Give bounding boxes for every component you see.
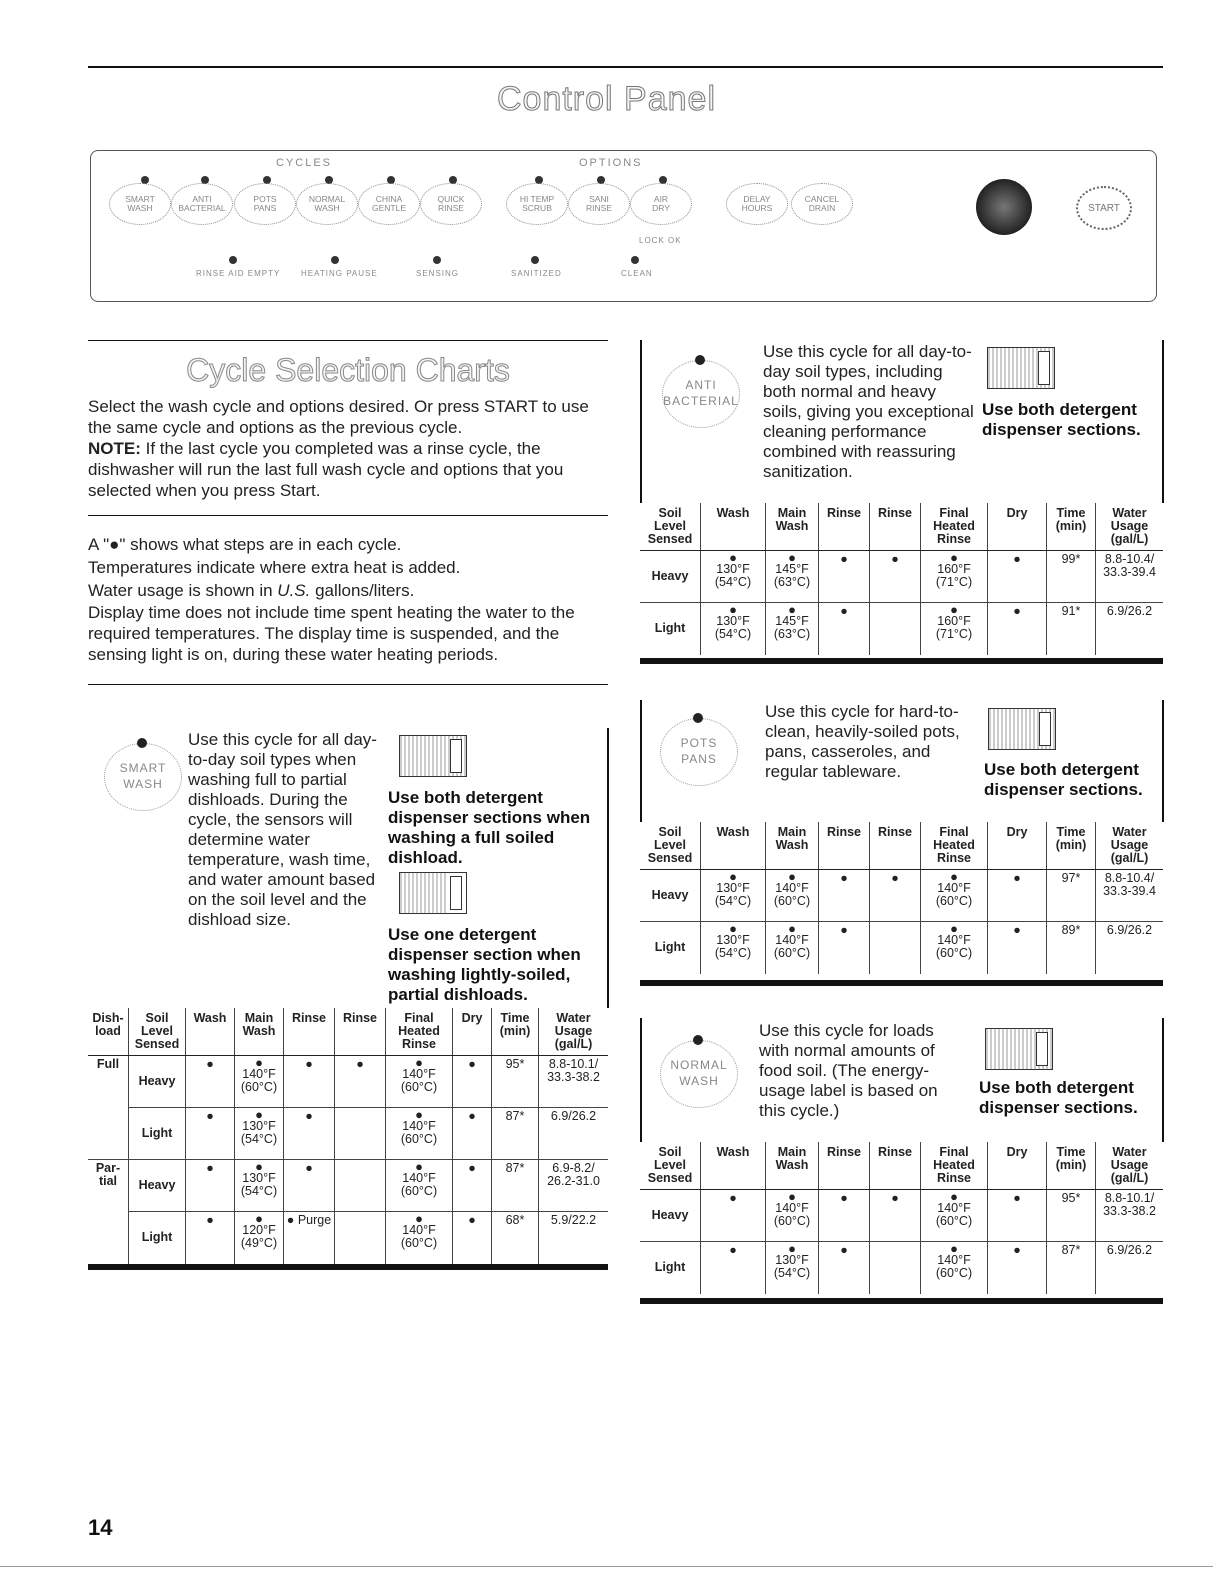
intro-paragraph: Select the wash cycle and options desired. Or press START to use the same cycle and options as the previous cycle.: [88, 397, 589, 437]
water-cell: 8.8-10.1/ 33.3-38.2: [539, 1056, 609, 1108]
main-wash-cell: ● 140°F (60°C): [766, 1190, 819, 1242]
col-header: Wash: [186, 1008, 235, 1056]
quick-rinse-button[interactable]: QUICK RINSE: [420, 183, 482, 225]
col-header: Dry: [453, 1008, 492, 1056]
air-dry-button[interactable]: AIR DRY: [630, 183, 692, 225]
final-rinse-cell: ● 140°F (60°C): [386, 1212, 453, 1264]
top-rule: [88, 66, 1163, 68]
smart-wash-icon: SMART WASH: [104, 743, 182, 811]
col-header: Rinse: [819, 822, 870, 870]
dishload-cell: [88, 1108, 129, 1160]
final-rinse-cell: ● 140°F (60°C): [921, 870, 988, 922]
status-indicator-icon: [976, 179, 1032, 235]
time-cell: 99*: [1047, 551, 1096, 603]
col-header: Main Wash: [766, 822, 819, 870]
rinse-cell: ●: [819, 603, 870, 655]
legend-water-paragraph: Water usage is shown in U.S. gallons/liters.: [88, 581, 415, 600]
intro-text: [88, 396, 608, 501]
rinse-cell: ●: [870, 551, 921, 603]
water-cell: 6.9/26.2: [1096, 922, 1164, 974]
table-bottom-rule: [88, 1264, 608, 1270]
table-bottom-rule: [640, 980, 1163, 986]
table-row: [640, 551, 1163, 603]
main-wash-cell: ● 140°F (60°C): [766, 922, 819, 974]
status-light-label: CLEAN: [621, 269, 653, 278]
col-header: Final Heated Rinse: [921, 503, 988, 551]
col-header: Time (min): [492, 1008, 539, 1056]
table-row: [640, 1190, 1163, 1242]
water-cell: 6.9-8.2/ 26.2-31.0: [539, 1160, 609, 1212]
dry-cell: ●: [988, 870, 1047, 922]
wash-cell: ●: [186, 1160, 235, 1212]
col-header: Time (min): [1047, 503, 1096, 551]
time-cell: 87*: [1047, 1242, 1096, 1294]
soil-level-cell: Light: [640, 603, 701, 655]
soil-level-cell: Heavy: [640, 870, 701, 922]
water-cell: 8.8-10.4/ 33.3-39.4: [1096, 870, 1164, 922]
col-header: Final Heated Rinse: [921, 822, 988, 870]
rinse-cell: ●: [335, 1056, 386, 1108]
water-cell: 8.8-10.1/ 33.3-38.2: [1096, 1190, 1164, 1242]
col-header: Soil Level Sensed: [640, 822, 701, 870]
status-light-dot: [229, 256, 237, 264]
main-wash-cell: ● 140°F (60°C): [235, 1056, 284, 1108]
rinse-cell: ●: [819, 922, 870, 974]
status-light-dot: [331, 256, 339, 264]
col-header: Main Wash: [766, 1142, 819, 1190]
hi-temp-scrub-button[interactable]: HI TEMP SCRUB: [506, 183, 568, 225]
soil-level-cell: Light: [129, 1108, 186, 1160]
status-light-label: SANITIZED: [511, 269, 562, 278]
smart-wash-note-full: Use both detergent dispenser sections when washing a full soiled dishload.: [388, 788, 591, 867]
section-rule: [88, 684, 608, 685]
table-row: [640, 870, 1163, 922]
final-rinse-cell: ● 160°F (71°C): [921, 603, 988, 655]
main-wash-cell: ● 120°F (49°C): [235, 1212, 284, 1264]
wash-cell: ●: [701, 1242, 766, 1294]
wash-cell: ●: [186, 1056, 235, 1108]
table-row: [88, 1212, 608, 1264]
pots-pans-button[interactable]: POTS PANS: [234, 183, 296, 225]
block-rule: [607, 728, 609, 1008]
col-header: Rinse: [819, 503, 870, 551]
dry-cell: ●: [988, 1242, 1047, 1294]
water-cell: 5.9/22.2: [539, 1212, 609, 1264]
col-header: Final Heated Rinse: [386, 1008, 453, 1056]
dispenser-both-icon: [985, 1028, 1053, 1070]
soil-level-cell: Light: [129, 1212, 186, 1264]
rinse-cell: [335, 1160, 386, 1212]
col-header: Water Usage (gal/L): [539, 1008, 609, 1056]
col-header: Water Usage (gal/L): [1096, 1142, 1164, 1190]
main-wash-cell: ● 130°F (54°C): [235, 1108, 284, 1160]
delay-hours-button[interactable]: DELAY HOURS: [726, 183, 788, 225]
col-header: Rinse: [870, 503, 921, 551]
bottom-rule: [0, 1566, 1213, 1567]
soil-level-cell: Light: [640, 1242, 701, 1294]
table-row: [640, 603, 1163, 655]
water-cell: 6.9/26.2: [1096, 1242, 1164, 1294]
note-paragraph: [88, 438, 608, 501]
status-light-dot: [631, 256, 639, 264]
col-header: Rinse: [819, 1142, 870, 1190]
dry-cell: ●: [453, 1160, 492, 1212]
dispenser-both-icon: [399, 735, 467, 777]
dry-cell: ●: [988, 603, 1047, 655]
table-row: [88, 1108, 608, 1160]
start-button[interactable]: START: [1076, 186, 1132, 230]
col-header: Rinse: [335, 1008, 386, 1056]
legend-time-paragraph: Display time does not include time spent heating the water to the required temperatures. The display time is suspended, and the sensing light is on, during these water heating periods.: [88, 603, 575, 664]
normal-wash-description: Use this cycle for loads with normal amounts of food soil. (The energy-usage label is based on this cycle.): [759, 1021, 938, 1120]
pots-pans-table: [640, 822, 1163, 974]
time-cell: 87*: [492, 1108, 539, 1160]
wash-cell: ● 130°F (54°C): [701, 551, 766, 603]
note-text: If the last cycle you completed was a rinse cycle, the dishwasher will run the last full wash cycle and options that you selected when you press Start.: [88, 439, 564, 500]
col-header: Rinse: [284, 1008, 335, 1056]
final-rinse-cell: ● 140°F (60°C): [386, 1108, 453, 1160]
col-header: Soil Level Sensed: [129, 1008, 186, 1056]
col-header: Rinse: [870, 1142, 921, 1190]
block-rule: [640, 1018, 642, 1142]
col-header: Main Wash: [235, 1008, 284, 1056]
col-header: Soil Level Sensed: [640, 1142, 701, 1190]
col-header: Wash: [701, 1142, 766, 1190]
rinse-cell: ●: [870, 1190, 921, 1242]
soil-level-cell: Heavy: [129, 1056, 186, 1108]
col-header: Dry: [988, 822, 1047, 870]
rinse-cell: ●: [870, 870, 921, 922]
legend-temp-paragraph: Temperatures indicate where extra heat is added.: [88, 558, 461, 577]
block-rule: [1162, 340, 1164, 503]
smart-wash-table: [88, 1008, 608, 1264]
table-bottom-rule: [640, 658, 1163, 664]
col-header: Wash: [701, 503, 766, 551]
dry-cell: ●: [988, 922, 1047, 974]
time-cell: 89*: [1047, 922, 1096, 974]
table-bottom-rule: [640, 1298, 1163, 1304]
wash-cell: ● 130°F (54°C): [701, 922, 766, 974]
water-cell: 8.8-10.4/ 33.3-39.4: [1096, 551, 1164, 603]
col-header: Rinse: [870, 822, 921, 870]
main-wash-cell: ● 145°F (63°C): [766, 551, 819, 603]
final-rinse-cell: ● 140°F (60°C): [386, 1160, 453, 1212]
rinse-cell: [335, 1108, 386, 1160]
china-gentle-button[interactable]: CHINA GENTLE: [358, 183, 420, 225]
final-rinse-cell: ● 140°F (60°C): [921, 922, 988, 974]
status-light-dot: [433, 256, 441, 264]
anti-bacterial-description: Use this cycle for all day-to-day soil types, including both normal and heavy soils, giving you exceptional cleaning performance combined with reassuring sanitization.: [763, 342, 974, 481]
dispenser-one-icon: [399, 872, 467, 914]
table-row: [640, 1242, 1163, 1294]
rinse-cell: ●: [284, 1108, 335, 1160]
wash-cell: ●: [701, 1190, 766, 1242]
dry-cell: ●: [453, 1056, 492, 1108]
col-header: Water Usage (gal/L): [1096, 822, 1164, 870]
final-rinse-cell: ● 160°F (71°C): [921, 551, 988, 603]
main-wash-cell: ● 130°F (54°C): [235, 1160, 284, 1212]
dry-cell: ●: [453, 1108, 492, 1160]
note-label: NOTE:: [88, 439, 141, 458]
anti-bacterial-icon: ANTI BACTERIAL: [662, 360, 740, 428]
col-header: Wash: [701, 822, 766, 870]
wash-cell: ●: [186, 1212, 235, 1264]
time-cell: 95*: [1047, 1190, 1096, 1242]
rinse-cell: ●: [819, 1190, 870, 1242]
normal-wash-note: Use both detergent dispenser sections.: [979, 1078, 1138, 1117]
block-rule: [640, 700, 642, 822]
normal-wash-table: [640, 1142, 1163, 1294]
dishload-cell: Par-tial: [88, 1160, 129, 1212]
dishload-cell: [88, 1212, 129, 1264]
dispenser-both-icon: [988, 708, 1056, 750]
cycles-label: CYCLES: [276, 157, 333, 169]
soil-level-cell: Heavy: [129, 1160, 186, 1212]
sani-rinse-button[interactable]: SANI RINSE: [568, 183, 630, 225]
table-row: [640, 922, 1163, 974]
soil-level-cell: Heavy: [640, 551, 701, 603]
col-header: Final Heated Rinse: [921, 1142, 988, 1190]
normal-wash-icon: NORMAL WASH: [660, 1040, 738, 1108]
col-header: Main Wash: [766, 503, 819, 551]
final-rinse-cell: ● 140°F (60°C): [921, 1242, 988, 1294]
page-number: 14: [88, 1515, 113, 1540]
cancel-drain-button[interactable]: CANCEL DRAIN: [791, 183, 853, 225]
rinse-cell: ●: [819, 551, 870, 603]
dispenser-both-icon: [987, 347, 1055, 389]
rinse-cell: ● Purge: [284, 1212, 335, 1264]
col-header: Dry: [988, 503, 1047, 551]
dry-cell: ●: [988, 551, 1047, 603]
main-wash-cell: ● 130°F (54°C): [766, 1242, 819, 1294]
smart-wash-button[interactable]: SMART WASH: [109, 183, 171, 225]
water-cell: 6.9/26.2: [1096, 603, 1164, 655]
rinse-cell: [870, 603, 921, 655]
rinse-cell: [335, 1212, 386, 1264]
status-light-label: RINSE AID EMPTY: [196, 269, 281, 278]
rinse-cell: ●: [819, 1242, 870, 1294]
time-cell: 87*: [492, 1160, 539, 1212]
status-light-dot: [531, 256, 539, 264]
legend-dot-paragraph: A "●" shows what steps are in each cycle.: [88, 535, 402, 554]
col-header: Time (min): [1047, 822, 1096, 870]
table-row: [88, 1056, 608, 1108]
main-wash-cell: ● 145°F (63°C): [766, 603, 819, 655]
final-rinse-cell: ● 140°F (60°C): [386, 1056, 453, 1108]
dishload-cell: Full: [88, 1056, 129, 1108]
pots-pans-icon: POTS PANS: [660, 718, 738, 786]
rinse-cell: [870, 1242, 921, 1294]
options-label: OPTIONS: [579, 157, 643, 169]
block-rule: [1162, 1018, 1164, 1142]
time-cell: 68*: [492, 1212, 539, 1264]
col-header: Soil Level Sensed: [640, 503, 701, 551]
smart-wash-description: Use this cycle for all day-to-day soil types when washing full to partial dishloads. During the cycle, the sensors will determine water temperature, wash time, and water amount based on the soil level and the dishload size.: [188, 730, 377, 929]
rinse-cell: ●: [284, 1056, 335, 1108]
section-rule: [88, 515, 608, 516]
dry-cell: ●: [988, 1190, 1047, 1242]
col-header: Water Usage (gal/L): [1096, 503, 1164, 551]
pots-pans-description: Use this cycle for hard-to-clean, heavily-soiled pots, pans, casseroles, and regular tableware.: [765, 702, 960, 781]
rinse-cell: ●: [284, 1160, 335, 1212]
rinse-cell: ●: [819, 870, 870, 922]
rinse-cell: [870, 922, 921, 974]
main-wash-cell: ● 140°F (60°C): [766, 870, 819, 922]
cycle-selection-title: Cycle Selection Charts: [186, 352, 510, 388]
wash-cell: ●: [186, 1108, 235, 1160]
time-cell: 97*: [1047, 870, 1096, 922]
control-panel: [90, 150, 1157, 302]
col-header: Dish-load: [88, 1008, 129, 1056]
soil-level-cell: Heavy: [640, 1190, 701, 1242]
status-light-label: HEATING PAUSE: [301, 269, 378, 278]
soil-level-cell: Light: [640, 922, 701, 974]
table-row: [88, 1160, 608, 1212]
wash-cell: ● 130°F (54°C): [701, 870, 766, 922]
pots-pans-note: Use both detergent dispenser sections.: [984, 760, 1143, 799]
section-rule: [88, 340, 608, 341]
dry-cell: ●: [453, 1212, 492, 1264]
page-title: Control Panel: [496, 80, 716, 118]
smart-wash-note-partial: Use one detergent dispenser section when washing lightly-soiled, partial dishloads.: [388, 925, 581, 1004]
col-header: Dry: [988, 1142, 1047, 1190]
anti-bacterial-note: Use both detergent dispenser sections.: [982, 400, 1141, 439]
lock-label: LOCK OK: [639, 236, 682, 245]
time-cell: 95*: [492, 1056, 539, 1108]
final-rinse-cell: ● 140°F (60°C): [921, 1190, 988, 1242]
anti-bacterial-table: [640, 503, 1163, 655]
col-header: Time (min): [1047, 1142, 1096, 1190]
anti-bacterial-button[interactable]: ANTI BACTERIAL: [171, 183, 233, 225]
block-rule: [640, 340, 642, 503]
wash-cell: ● 130°F (54°C): [701, 603, 766, 655]
water-cell: 6.9/26.2: [539, 1108, 609, 1160]
normal-wash-button[interactable]: NORMAL WASH: [296, 183, 358, 225]
status-light-label: SENSING: [416, 269, 460, 278]
time-cell: 91*: [1047, 603, 1096, 655]
legend-text: [88, 533, 608, 665]
